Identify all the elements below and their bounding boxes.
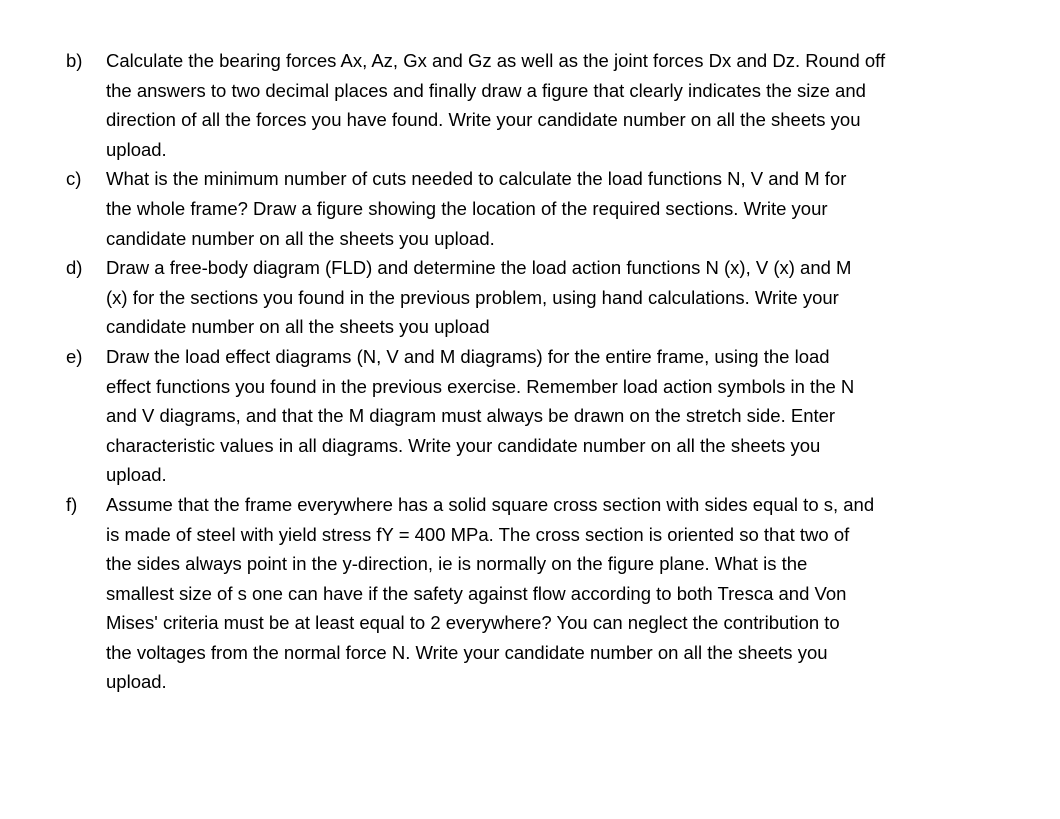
question-item-f (66, 490, 966, 697)
question-text: What is the minimum number of cuts needed to calculate the load functions N, V and M for the whole frame? Draw a figure showing the location of the required sections. Write your candidate number on all the sheets you upload. (106, 168, 847, 249)
question-marker: e) (66, 345, 83, 367)
question-text: Calculate the bearing forces Ax, Az, Gx and Gz as well as the joint forces Dx and Dz. Round off the answers to two decimal places and finally draw a figure that clearly indicates the size and direction of all the forces you have found. Write your candidate number on all the sheets you upload. (106, 50, 886, 160)
question-text: Draw a free-body diagram (FLD) and determine the load action functions N (x), V (x) and M (x) for the sections you found in the previous problem, using hand calculations. Write your candidate number on all the sheets you upload (106, 257, 852, 338)
question-marker: d) (66, 257, 83, 279)
question-item-b (66, 46, 966, 164)
question-item-c (66, 164, 966, 253)
question-text: Draw the load effect diagrams (N, V and M diagrams) for the entire frame, using the load effect functions you found in the previous exercise. Remember load action symbols in the N and V diagrams, and that the M diagram must always be drawn on the stretch side. Enter characteristic values in all diagrams. Write your candidate number on all the sheets you upload. (106, 345, 855, 486)
question-marker: b) (66, 50, 83, 71)
question-item-e (66, 342, 966, 490)
question-text: Assume that the frame everywhere has a solid square cross section with sides equal to s, and is made of steel with yield stress fY = 400 MPa. The cross section is oriented so that two of the sides always point in the y-direction, ie is normally on the figure plane. What is the smallest size of s one can have if the safety against flow according to both Tresca and Von Mises' criteria must be at least equal to 2 everywhere? You can neglect the contribution to the voltages from the normal force N. Write your candidate number on all the sheets you upload. (106, 493, 875, 693)
question-list (66, 46, 966, 697)
question-marker: f) (66, 493, 78, 515)
question-item-d (66, 253, 966, 342)
question-marker: c) (66, 168, 82, 190)
